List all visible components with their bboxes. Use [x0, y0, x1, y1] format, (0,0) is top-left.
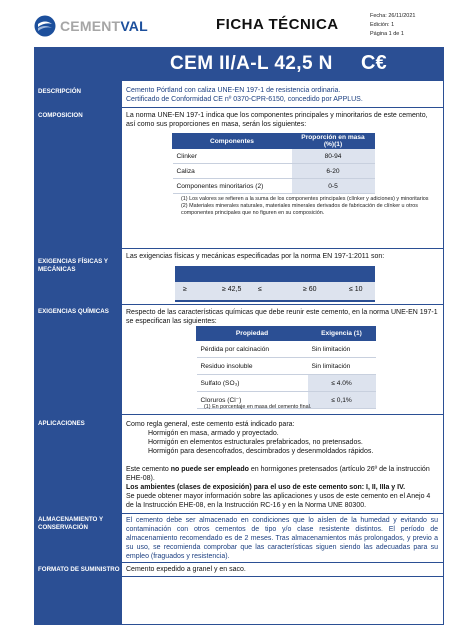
document-page: Página 1 de 1 — [370, 31, 404, 37]
table-header: Componentes — [173, 134, 292, 149]
fisicas-cell: ≥ — [183, 286, 187, 293]
table-header: Exigencia (1) — [308, 327, 376, 341]
product-title-bar — [34, 47, 444, 81]
aplicaciones-text — [126, 420, 438, 510]
table-cell: Sin limitación — [308, 358, 376, 375]
label-suministro: FORMATO DE SUMINISTRO — [38, 566, 120, 573]
aplicaciones-paragraph-1: Este cemento no puede ser empleado en hormigones pretensados (artículo 26º de la instrucción EHE-08). — [126, 466, 430, 482]
fisicas-cell: ≤ — [258, 286, 262, 293]
separator — [34, 414, 444, 415]
logo-text: CEMENTVAL — [60, 18, 148, 34]
document-title: FICHA TÉCNICA — [216, 16, 339, 33]
label-descripcion: DESCRIPCIÓN — [38, 88, 81, 95]
list-item: Hormigón en masa, armado y proyectado. — [148, 430, 279, 437]
separator — [34, 248, 444, 249]
fisicas-cell: ≥ 42,5 — [222, 286, 242, 293]
quimicas-table — [196, 326, 376, 409]
table-row — [197, 358, 376, 375]
quimicas-footnote: (1) En porcentaje en masa del cemento final. — [204, 404, 312, 410]
separator — [34, 107, 444, 108]
separator — [34, 513, 444, 514]
label-quimicas: EXIGENCIAS QUÍMICAS — [38, 308, 109, 315]
separator — [34, 562, 444, 563]
table-cell: Componentes minoritarios (2) — [173, 179, 292, 194]
footnote-2: (2) Materiales minerales naturales, materiales minerales derivados de fabricación de clínker u otros componentes principales que no figuren en su composición. — [181, 203, 418, 216]
label-almacenamiento: ALMACENAMIENTO Y CONSERVACIÓN — [38, 516, 103, 531]
table-cell: Caliza — [173, 164, 292, 179]
composicion-table — [172, 133, 375, 194]
table-cell: 80-94 — [292, 149, 375, 164]
ce-mark-icon: C€ — [361, 52, 387, 74]
document-header — [34, 8, 444, 42]
almacenamiento-text: El cemento debe ser almacenado en condiciones que lo aíslen de la humedad y evitando su contaminación con otros cementos de tipo y/o clase resistente distintos. El período de almacenamiento recomendado es de 2 meses. Tras almacenamientos más prolongados, y previo a su uso, se recomienda comprobar que las características siguen siendo las adecuadas para su empleo (fraguados y resistencia). — [126, 517, 438, 560]
table-cell: Sulfato (SO₃) — [197, 375, 308, 392]
descripcion-text — [126, 86, 440, 104]
composicion-intro: La norma UNE-EN 197-1 indica que los componentes principales y minoritarios de este cemento, así como sus proporciones en masa, serán los siguientes: — [126, 112, 428, 128]
table-row — [173, 179, 375, 194]
company-logo — [34, 14, 164, 38]
section-sidebar — [34, 81, 122, 625]
descripcion-line-2: Certificado de Conformidad CE nº 0370-CPR-6150, concedido por APPLUS. — [126, 96, 363, 103]
label-composicion: COMPOSICION — [38, 112, 83, 119]
table-row — [197, 341, 376, 358]
aplicaciones-paragraph-3: Se puede obtener mayor información sobre las aplicaciones y usos de este cemento en el Anejo 4 de la Instrucción EHE-08, en la Instrucción RC-16 y en la Norma UNE 80300. — [126, 493, 431, 509]
list-item: Hormigón para desencofrados, descimbrados y desenmoldados rápidos. — [148, 448, 374, 455]
product-name: CEM II/A-L 42,5 N — [170, 53, 333, 74]
document-date: Fecha: 26/11/2021 — [370, 13, 416, 19]
table-cell: 0-5 — [292, 179, 375, 194]
table-cell: ≤ 4.0% — [308, 375, 376, 392]
table-cell: Clinker — [173, 149, 292, 164]
table-row — [173, 164, 375, 179]
suministro-text: Cemento expedido a granel y en saco. — [126, 566, 246, 573]
footnote-1: (1) Los valores se refieren a la suma de los componentes principales (clínker y adiciones) y minoritarios — [181, 196, 429, 202]
list-item: Hormigón en elementos estructurales prefabricados, no pretensados. — [148, 439, 363, 446]
aplicaciones-intro: Como regla general, este cemento está indicado para: — [126, 421, 295, 428]
table-header: Proporción en masa (%)(1) — [292, 134, 375, 149]
table-row — [197, 375, 376, 392]
table-header: Propiedad — [197, 327, 308, 341]
descripcion-line-1: Cemento Pórtland con caliza UNE-EN 197-1 de resistencia ordinaria. — [126, 87, 341, 94]
table-cell: Pérdida por calcinación — [197, 341, 308, 358]
label-fisicas: EXIGENCIAS FÍSICAS Y MECÁNICAS — [38, 258, 108, 273]
document-meta — [370, 12, 415, 39]
separator — [34, 576, 444, 577]
cementval-logo-icon — [34, 15, 56, 37]
table-cell: Sin limitación — [308, 341, 376, 358]
table-cell: 6-20 — [292, 164, 375, 179]
fisicas-cell: ≤ 10 — [349, 286, 363, 293]
table-cell: Cloruros (Cl⁻) — [197, 392, 308, 409]
quimicas-intro: Respecto de las características químicas que debe reunir este cemento, en la norma UNE-EN 197-1 se especifican las siguientes: — [126, 309, 438, 325]
table-cell: Residuo insoluble — [197, 358, 308, 375]
aplicaciones-paragraph-2: Los ambientes (clases de exposición) para el uso de este cemento son: I, II, IIIa y IV. — [126, 484, 406, 491]
table-cell: ≤ 0,1% — [308, 392, 376, 409]
fisicas-cell: ≥ 60 — [303, 286, 317, 293]
table-row — [173, 149, 375, 164]
separator — [34, 304, 444, 305]
label-aplicaciones: APLICACIONES — [38, 420, 85, 427]
fisicas-intro: Las exigencias físicas y mecánicas especificadas por la norma EN 197-1:2011 son: — [126, 253, 385, 260]
composicion-footnotes — [181, 196, 439, 217]
document-edition: Edición: 1 — [370, 22, 395, 28]
fisicas-table-row — [175, 282, 375, 300]
